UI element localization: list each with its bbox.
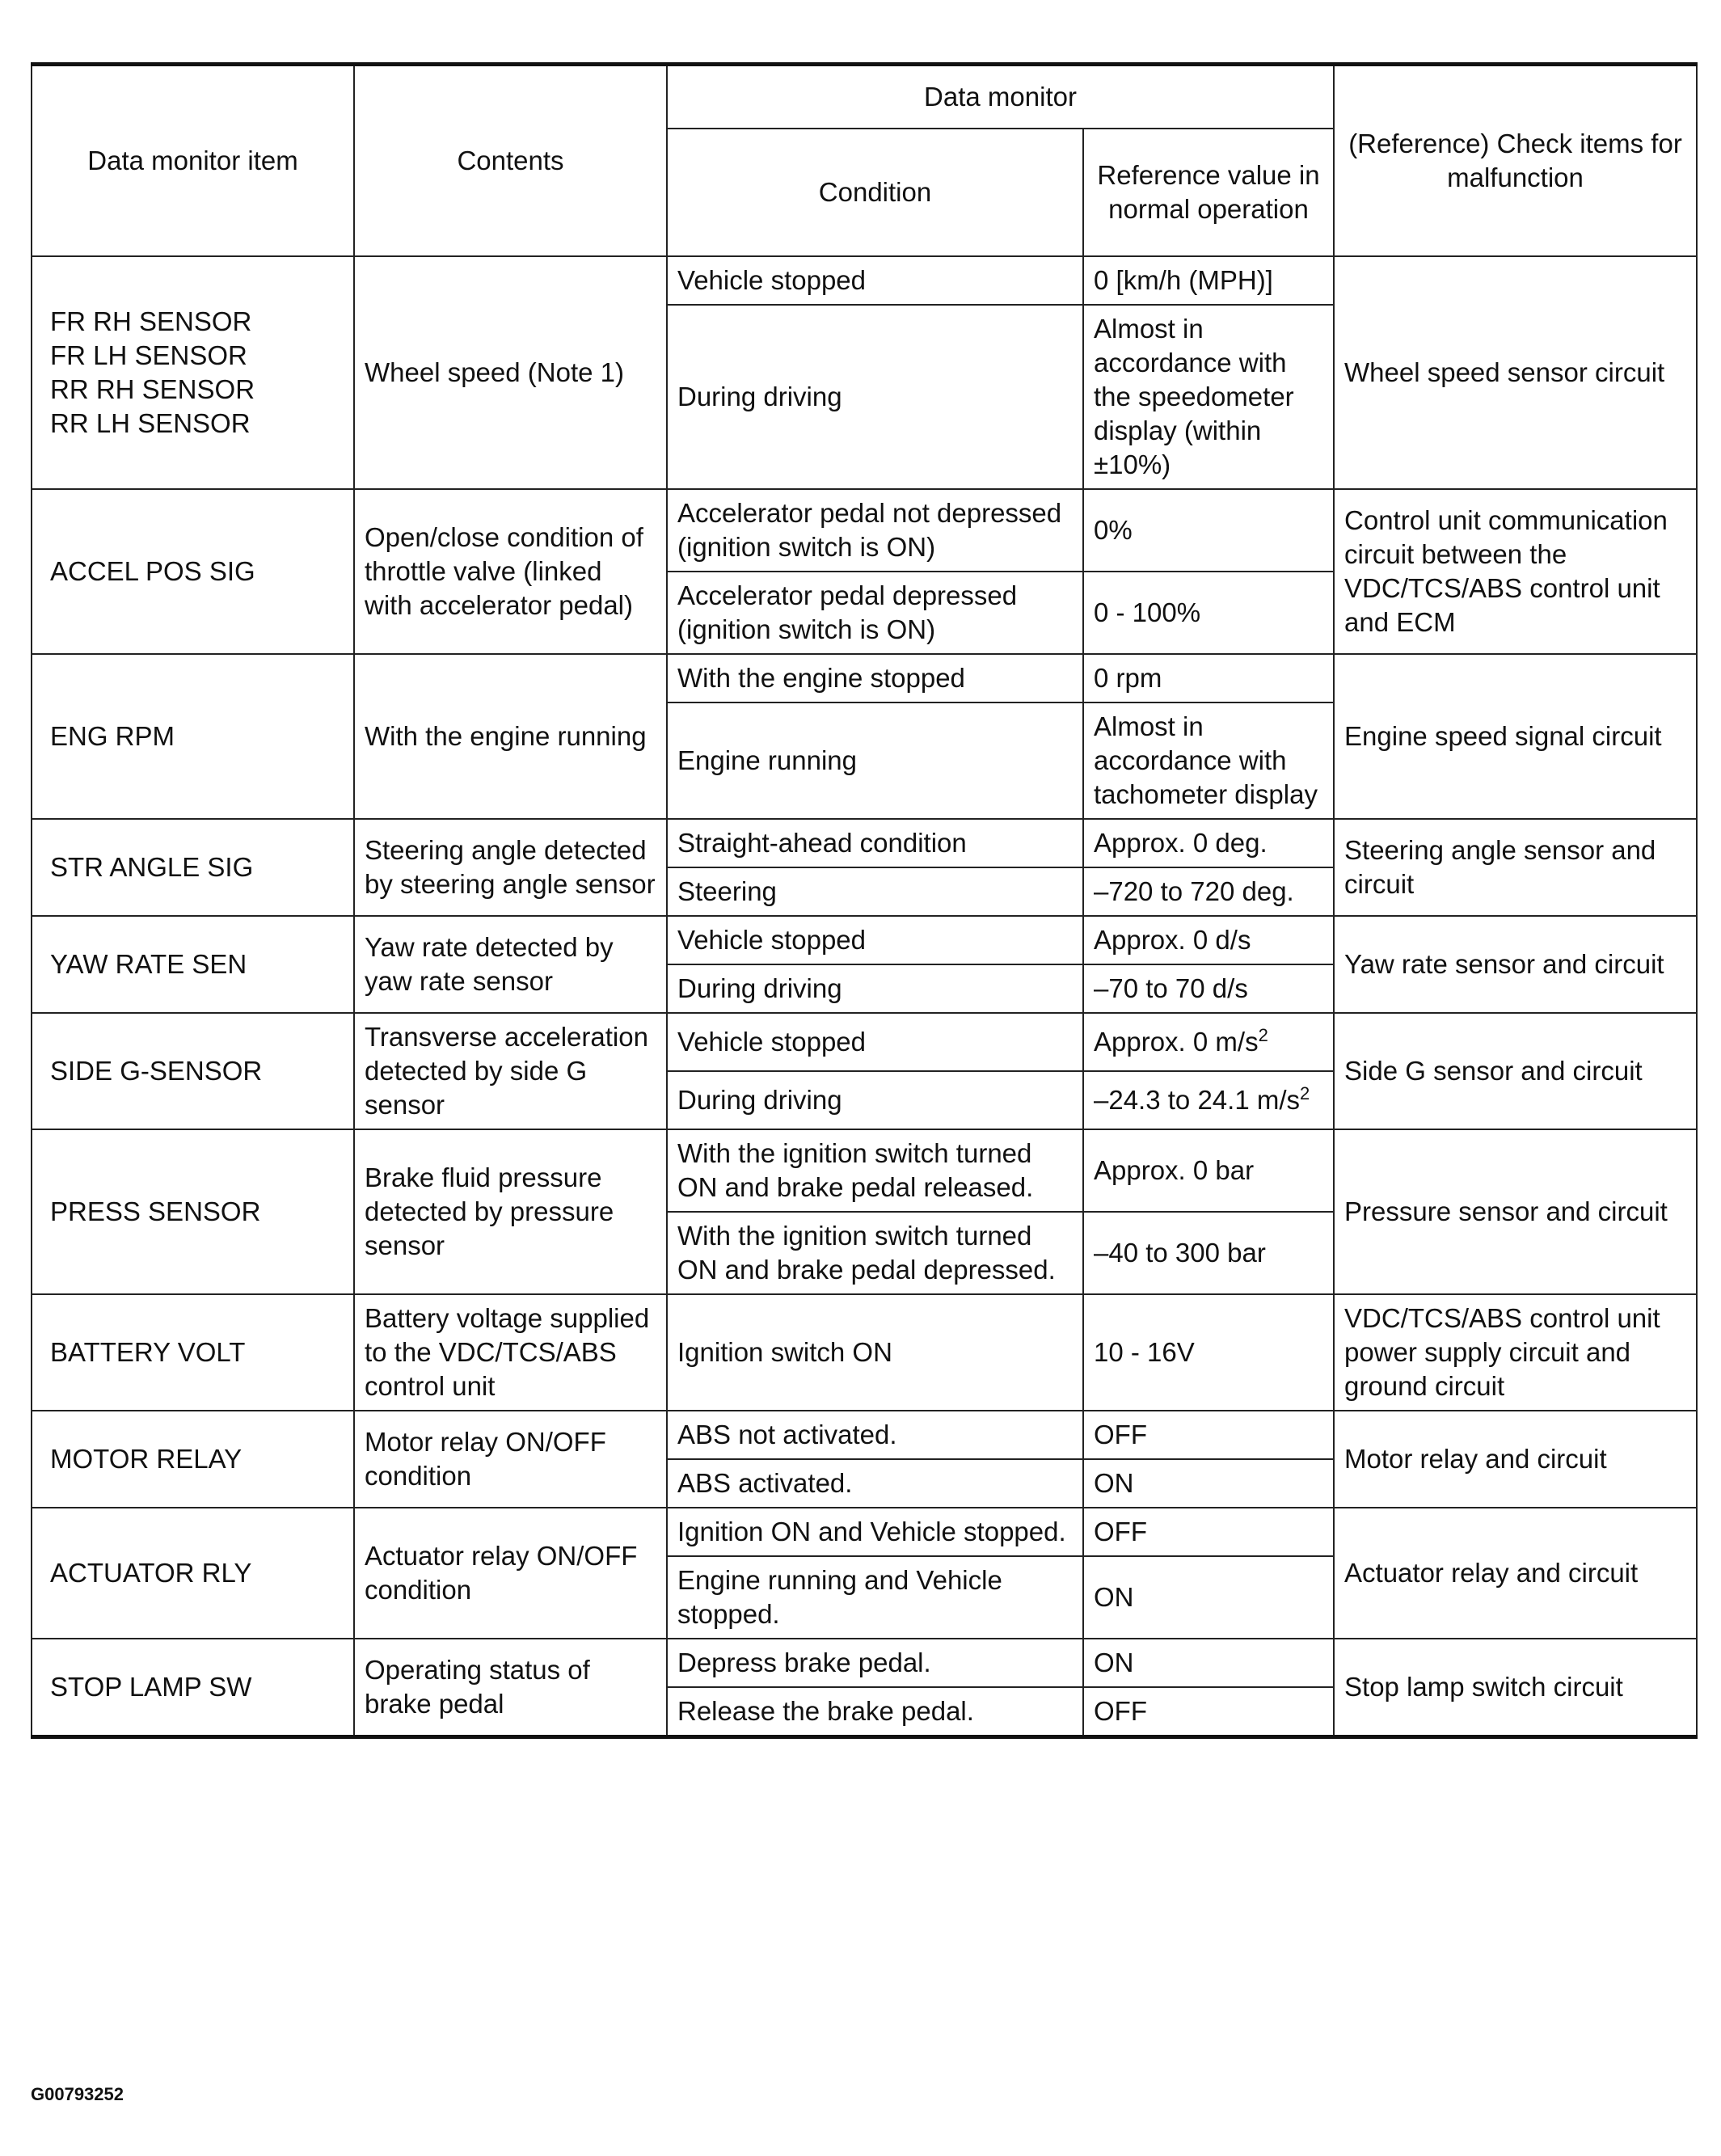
reference-value-text: –720 to 720 deg. bbox=[1094, 876, 1294, 906]
reference-value-cell bbox=[1083, 1294, 1334, 1411]
reference-value-text: Almost in accordance with the speedometer display (within ±10%) bbox=[1094, 314, 1294, 479]
monitor-item-name: RR LH SENSOR bbox=[50, 408, 251, 438]
table-row bbox=[32, 256, 1697, 305]
check-items-cell: Yaw rate sensor and circuit bbox=[1334, 916, 1697, 1013]
table-row bbox=[32, 1639, 1697, 1687]
reference-value-cell bbox=[1083, 572, 1334, 654]
table-row bbox=[32, 1508, 1697, 1556]
reference-value-cell bbox=[1083, 1071, 1334, 1129]
header-reference-value: Reference value in normal operation bbox=[1083, 129, 1334, 256]
monitor-item-name: FR LH SENSOR bbox=[50, 340, 247, 370]
monitor-item-cell bbox=[32, 256, 354, 489]
header-data-monitor: Data monitor bbox=[667, 65, 1334, 129]
table-row bbox=[32, 916, 1697, 964]
reference-value-text: Approx. 0 bar bbox=[1094, 1155, 1255, 1185]
condition-cell: With the engine stopped bbox=[667, 654, 1083, 702]
check-items-cell: VDC/TCS/ABS control unit power supply circuit and ground circuit bbox=[1334, 1294, 1697, 1411]
reference-value-cell bbox=[1083, 1556, 1334, 1639]
condition-cell: Engine running bbox=[667, 702, 1083, 819]
reference-value-text: 0 rpm bbox=[1094, 663, 1162, 693]
header-contents: Contents bbox=[354, 65, 667, 257]
reference-value-cell bbox=[1083, 867, 1334, 916]
table-row bbox=[32, 654, 1697, 702]
monitor-item-name: ACTUATOR RLY bbox=[50, 1558, 252, 1588]
reference-value-cell bbox=[1083, 819, 1334, 867]
check-items-cell: Stop lamp switch circuit bbox=[1334, 1639, 1697, 1737]
check-items-cell: Side G sensor and circuit bbox=[1334, 1013, 1697, 1129]
check-items-cell: Wheel speed sensor circuit bbox=[1334, 256, 1697, 489]
monitor-item-name: PRESS SENSOR bbox=[50, 1196, 261, 1226]
contents-cell: Wheel speed (Note 1) bbox=[354, 256, 667, 489]
reference-value-cell bbox=[1083, 1411, 1334, 1459]
reference-value-text: 0 - 100% bbox=[1094, 597, 1201, 627]
reference-value-cell bbox=[1083, 1212, 1334, 1294]
reference-value-cell bbox=[1083, 1013, 1334, 1071]
condition-cell: ABS not activated. bbox=[667, 1411, 1083, 1459]
condition-cell: ABS activated. bbox=[667, 1459, 1083, 1508]
unit-exponent: 2 bbox=[1300, 1083, 1310, 1103]
reference-value-text: Approx. 0 d/s bbox=[1094, 925, 1251, 955]
condition-cell: Steering bbox=[667, 867, 1083, 916]
condition-cell: Accelerator pedal depressed (ignition switch is ON) bbox=[667, 572, 1083, 654]
reference-value-text: OFF bbox=[1094, 1696, 1147, 1726]
reference-value-cell bbox=[1083, 1129, 1334, 1212]
condition-cell: Depress brake pedal. bbox=[667, 1639, 1083, 1687]
monitor-item-cell bbox=[32, 1508, 354, 1639]
reference-value-text: –24.3 to 24.1 m/s bbox=[1094, 1085, 1300, 1115]
reference-value-text: Approx. 0 m/s bbox=[1094, 1027, 1259, 1057]
condition-cell: Vehicle stopped bbox=[667, 1013, 1083, 1071]
reference-value-cell bbox=[1083, 1508, 1334, 1556]
reference-value-cell bbox=[1083, 916, 1334, 964]
monitor-item-name: ACCEL POS SIG bbox=[50, 556, 255, 586]
monitor-item-name: YAW RATE SEN bbox=[50, 949, 247, 979]
condition-cell: Ignition ON and Vehicle stopped. bbox=[667, 1508, 1083, 1556]
contents-cell: With the engine running bbox=[354, 654, 667, 819]
table-row bbox=[32, 1411, 1697, 1459]
monitor-item-name: STOP LAMP SW bbox=[50, 1672, 252, 1702]
condition-cell: Accelerator pedal not depressed (ignition switch is ON) bbox=[667, 489, 1083, 572]
reference-value-text: –40 to 300 bar bbox=[1094, 1238, 1266, 1268]
monitor-item-name: FR RH SENSOR bbox=[50, 306, 252, 336]
data-monitor-sheet bbox=[31, 62, 1696, 1739]
condition-cell: With the ignition switch turned ON and brake pedal released. bbox=[667, 1129, 1083, 1212]
contents-cell: Motor relay ON/OFF condition bbox=[354, 1411, 667, 1508]
check-items-cell: Engine speed signal circuit bbox=[1334, 654, 1697, 819]
contents-cell: Actuator relay ON/OFF condition bbox=[354, 1508, 667, 1639]
reference-value-text: 0% bbox=[1094, 515, 1133, 545]
table-row bbox=[32, 1129, 1697, 1212]
condition-cell: Straight-ahead condition bbox=[667, 819, 1083, 867]
header-check-items: (Reference) Check items for malfunction bbox=[1334, 65, 1697, 257]
reference-value-text: Approx. 0 deg. bbox=[1094, 828, 1268, 858]
condition-cell: During driving bbox=[667, 964, 1083, 1013]
reference-value-cell bbox=[1083, 702, 1334, 819]
check-items-cell: Motor relay and circuit bbox=[1334, 1411, 1697, 1508]
condition-cell: Ignition switch ON bbox=[667, 1294, 1083, 1411]
monitor-item-name: RR RH SENSOR bbox=[50, 374, 255, 404]
condition-cell: Release the brake pedal. bbox=[667, 1687, 1083, 1737]
reference-value-text: ON bbox=[1094, 1648, 1134, 1677]
monitor-item-cell bbox=[32, 916, 354, 1013]
reference-value-cell bbox=[1083, 1639, 1334, 1687]
check-items-cell: Steering angle sensor and circuit bbox=[1334, 819, 1697, 916]
condition-cell: Vehicle stopped bbox=[667, 916, 1083, 964]
monitor-item-cell bbox=[32, 1013, 354, 1129]
table-body bbox=[32, 256, 1697, 1737]
contents-cell: Battery voltage supplied to the VDC/TCS/ABS control unit bbox=[354, 1294, 667, 1411]
monitor-item-cell bbox=[32, 654, 354, 819]
condition-cell: During driving bbox=[667, 305, 1083, 489]
reference-value-text: OFF bbox=[1094, 1420, 1147, 1449]
monitor-item-name: MOTOR RELAY bbox=[50, 1444, 243, 1474]
reference-value-text: ON bbox=[1094, 1582, 1134, 1612]
unit-exponent: 2 bbox=[1258, 1025, 1268, 1045]
monitor-item-name: BATTERY VOLT bbox=[50, 1337, 246, 1367]
table-row bbox=[32, 1294, 1697, 1411]
monitor-item-cell bbox=[32, 819, 354, 916]
reference-value-text: OFF bbox=[1094, 1517, 1147, 1546]
contents-cell: Operating status of brake pedal bbox=[354, 1639, 667, 1737]
monitor-item-cell bbox=[32, 1411, 354, 1508]
contents-cell: Brake fluid pressure detected by pressure sensor bbox=[354, 1129, 667, 1294]
reference-value-cell bbox=[1083, 1459, 1334, 1508]
reference-value-cell bbox=[1083, 489, 1334, 572]
figure-code: G00793252 bbox=[31, 2084, 124, 2104]
reference-value-cell bbox=[1083, 964, 1334, 1013]
table-row bbox=[32, 1013, 1697, 1071]
reference-value-cell bbox=[1083, 654, 1334, 702]
reference-value-cell bbox=[1083, 256, 1334, 305]
table-row bbox=[32, 819, 1697, 867]
check-items-cell: Pressure sensor and circuit bbox=[1334, 1129, 1697, 1294]
monitor-item-name: STR ANGLE SIG bbox=[50, 852, 254, 882]
condition-cell: Engine running and Vehicle stopped. bbox=[667, 1556, 1083, 1639]
monitor-item-cell bbox=[32, 1294, 354, 1411]
monitor-item-cell bbox=[32, 1129, 354, 1294]
contents-cell: Open/close condition of throttle valve (linked with accelerator pedal) bbox=[354, 489, 667, 654]
check-items-cell: Control unit communication circuit between the VDC/TCS/ABS control unit and ECM bbox=[1334, 489, 1697, 654]
monitor-item-cell bbox=[32, 489, 354, 654]
monitor-item-name: ENG RPM bbox=[50, 721, 175, 751]
reference-value-cell bbox=[1083, 1687, 1334, 1737]
reference-value-text: ON bbox=[1094, 1468, 1134, 1498]
condition-cell: With the ignition switch turned ON and brake pedal depressed. bbox=[667, 1212, 1083, 1294]
reference-value-text: Almost in accordance with tachometer display bbox=[1094, 711, 1318, 809]
reference-value-text: 10 - 16V bbox=[1094, 1337, 1195, 1367]
check-items-cell: Actuator relay and circuit bbox=[1334, 1508, 1697, 1639]
condition-cell: During driving bbox=[667, 1071, 1083, 1129]
reference-value-cell bbox=[1083, 305, 1334, 489]
monitor-item-name: SIDE G-SENSOR bbox=[50, 1056, 263, 1086]
contents-cell: Steering angle detected by steering angle sensor bbox=[354, 819, 667, 916]
contents-cell: Yaw rate detected by yaw rate sensor bbox=[354, 916, 667, 1013]
table-row bbox=[32, 489, 1697, 572]
header-condition: Condition bbox=[667, 129, 1083, 256]
reference-value-text: –70 to 70 d/s bbox=[1094, 973, 1248, 1003]
contents-cell: Transverse acceleration detected by side G sensor bbox=[354, 1013, 667, 1129]
data-monitor-table bbox=[31, 62, 1698, 1739]
monitor-item-cell bbox=[32, 1639, 354, 1737]
condition-cell: Vehicle stopped bbox=[667, 256, 1083, 305]
header-item: Data monitor item bbox=[32, 65, 354, 257]
reference-value-text: 0 [km/h (MPH)] bbox=[1094, 265, 1273, 295]
